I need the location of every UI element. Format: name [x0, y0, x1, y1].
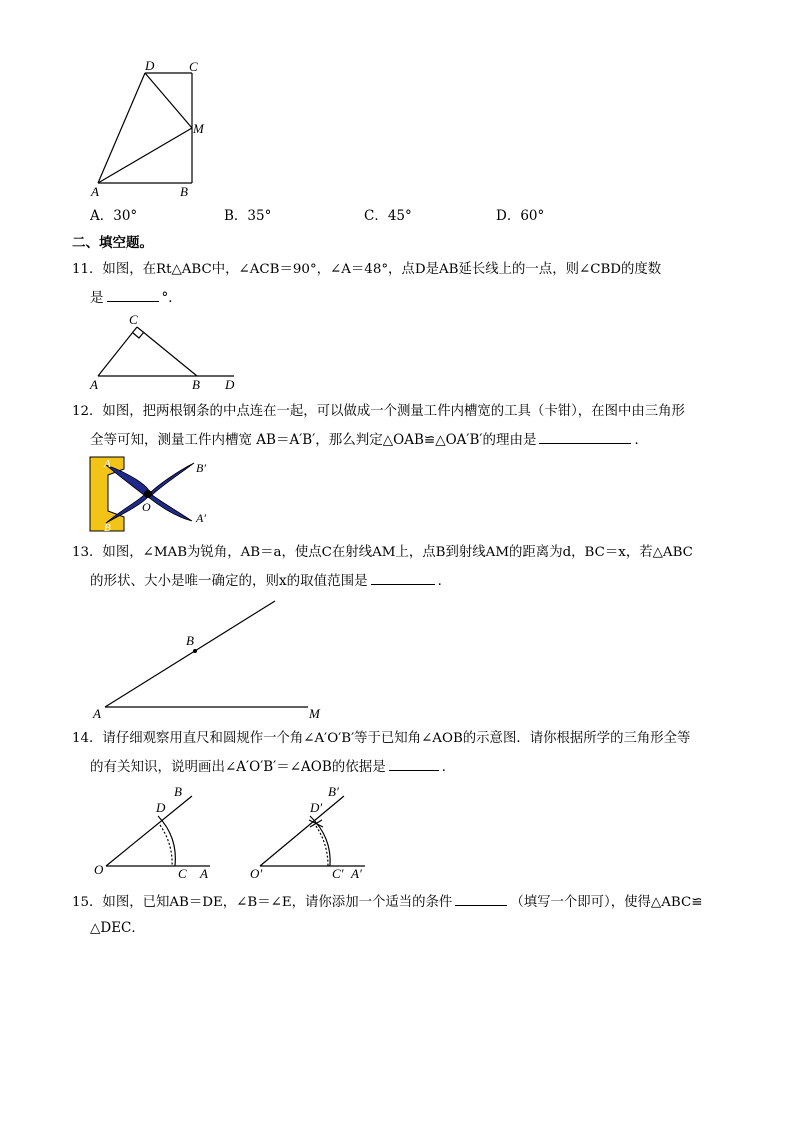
- q12-label-a: A: [104, 458, 111, 470]
- q14-label-c: C: [178, 866, 187, 881]
- q14-label-a2: A′: [351, 866, 362, 881]
- q14-line1: 14．请仔细观察用直尺和圆规作一个角∠A′O′B′等于已知角∠AOB的示意图．请你根据所学的三角形全等: [72, 731, 691, 746]
- q15-line2: △DEC．: [90, 920, 145, 936]
- q11-label-d: D: [225, 377, 235, 392]
- q12-label-a-prime: A′: [196, 511, 206, 525]
- q11-label-b: B: [192, 377, 200, 392]
- q13-answer-blank[interactable]: [371, 572, 435, 585]
- q12-caliper-figure: [88, 455, 213, 533]
- q14-label-o: O: [94, 862, 104, 877]
- q15-line1-prefix: 15．如图，已知AB＝DE，∠B＝∠E，请你添加一个适当的条件: [72, 895, 453, 910]
- q11-label-a: A: [90, 377, 98, 392]
- q10-option-b: B．35°: [224, 208, 272, 224]
- q12-label-b: B: [104, 522, 111, 533]
- q10-label-b: B: [180, 184, 188, 199]
- q15-line1: [72, 893, 702, 911]
- q13-label-b: B: [186, 633, 194, 648]
- q12-line1: 12．如图，把两根钢条的中点连在一起，可以做成一个测量工件内槽宽的工具（卡钳），在图中由三角形: [72, 404, 685, 419]
- q13-line2-prefix: 的形状、大小是唯一确定的，则x的取值范围是: [90, 573, 368, 589]
- q10-option-d: D．60°: [496, 208, 545, 224]
- q13-line2-suffix: ．: [437, 573, 452, 589]
- q10-label-d: D: [145, 58, 155, 73]
- q10-option-c: C．45°: [364, 208, 412, 224]
- q14-figure: [88, 782, 388, 882]
- q11-figure: [85, 310, 245, 395]
- q13-label-m: M: [309, 706, 320, 721]
- q12-label-o: O: [142, 500, 151, 514]
- q11-line2-prefix: 是: [90, 290, 104, 306]
- q13-line2: [90, 572, 451, 589]
- q12-line2-prefix: 全等可知，测量工件内槽宽 AB＝A′B′，那么判定△OAB≌△OA′B′的理由是: [90, 432, 537, 448]
- q10-option-a: A．30°: [90, 208, 138, 224]
- q12-line2-suffix: ．: [634, 432, 648, 448]
- q10-label-c: C: [189, 59, 198, 74]
- q14-label-c2: C′: [332, 866, 344, 881]
- q12-answer-blank[interactable]: [539, 431, 631, 444]
- q14-label-b: B: [174, 784, 182, 799]
- q11-line2: [90, 289, 182, 306]
- q10-label-m: M: [193, 121, 204, 136]
- q14-line2-suffix: ．: [441, 759, 456, 775]
- q13-figure: [88, 595, 338, 725]
- q12-line2: [90, 431, 648, 448]
- q15-line1-suffix: （填写一个即可），使得△ABC≌: [510, 895, 703, 910]
- q11-answer-blank[interactable]: [107, 289, 159, 302]
- q14-label-b2: B′: [328, 784, 339, 799]
- q11-label-c: C: [129, 312, 138, 327]
- q11-line2-suffix: °．: [161, 290, 182, 306]
- q14-line2: [90, 758, 455, 775]
- q10-figure: [85, 55, 215, 205]
- section-title: 二、填空题。: [72, 235, 153, 251]
- q14-line2-prefix: 的有关知识，说明画出∠A′O′B′＝∠AOB的依据是: [90, 759, 386, 775]
- q14-answer-blank[interactable]: [389, 758, 439, 771]
- q15-answer-blank[interactable]: [455, 893, 507, 906]
- q13-line1: 13．如图，∠MAB为锐角，AB＝a，使点C在射线AM上，点B到射线AM的距离为d，BC＝x，若△ABC: [72, 545, 693, 560]
- q14-label-a: A: [200, 866, 208, 881]
- q14-label-d: D: [156, 800, 166, 815]
- q13-label-a: A: [93, 706, 101, 721]
- q14-label-o2: O′: [250, 866, 263, 881]
- q10-label-a: A: [91, 184, 99, 199]
- q12-label-b-prime: B′: [196, 461, 206, 475]
- q11-line1: 11．如图，在Rt△ABC中，∠ACB＝90°，∠A＝48°，点D是AB延长线上的一点，则∠CBD的度数: [72, 262, 662, 277]
- q14-label-d2: D′: [310, 800, 323, 815]
